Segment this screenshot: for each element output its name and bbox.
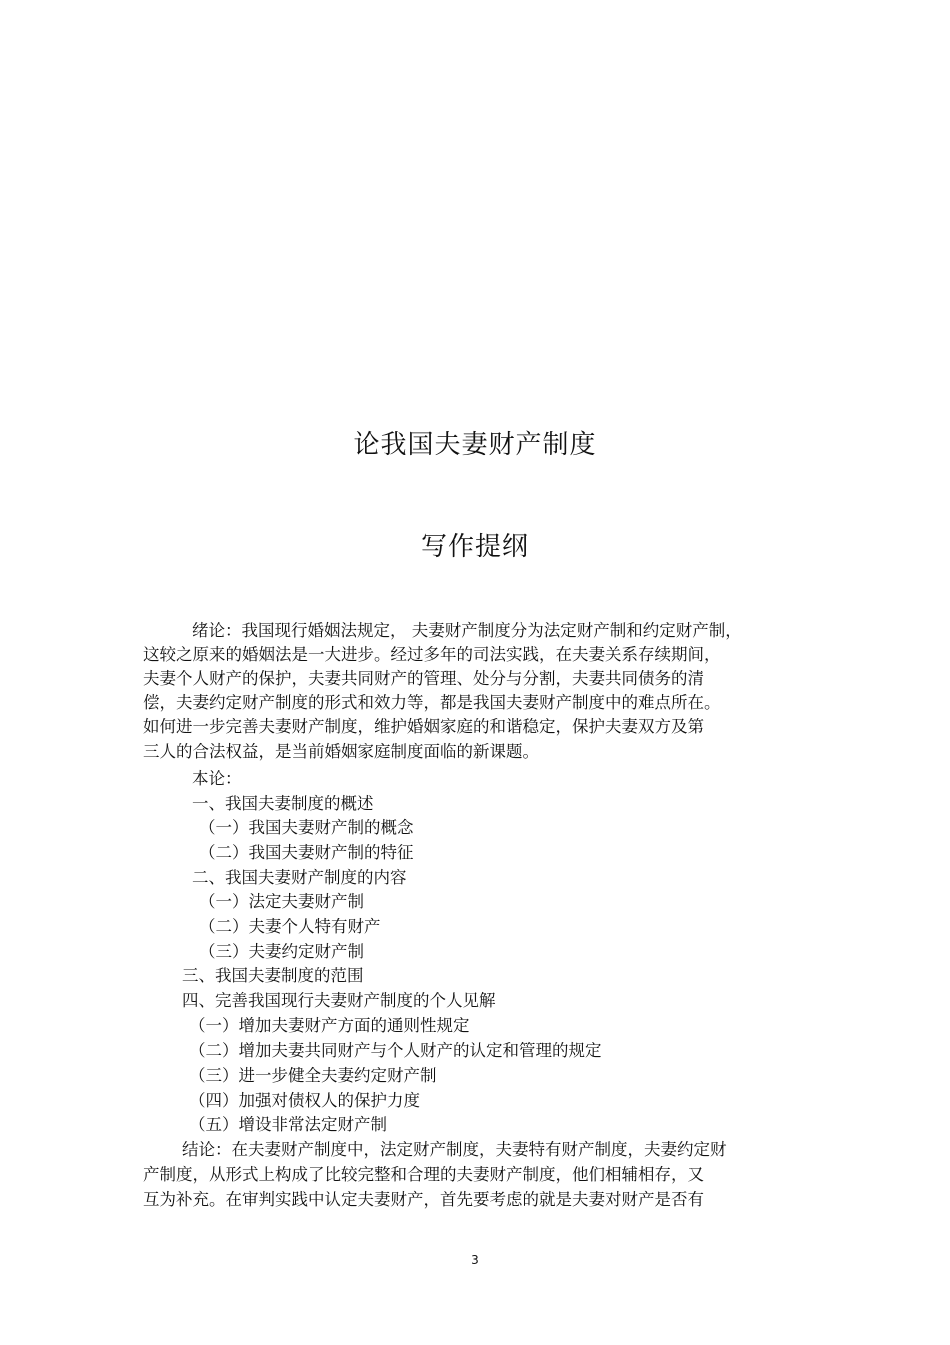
- document-subtitle: 写作提纲: [420, 532, 529, 562]
- outline-heading: 二、我国夫妻财产制度的内容: [192, 868, 407, 887]
- conclusion-line: 产制度，从形式上构成了比较完整和合理的夫妻财产制度，他们相辅相存，又: [143, 1165, 704, 1184]
- outline-subitem: （一）我国夫妻财产制的概念: [199, 818, 414, 837]
- page-number: 3: [471, 1253, 479, 1267]
- intro-line: 三人的合法权益，是当前婚姻家庭制度面临的新课题。: [143, 742, 539, 761]
- outline-subitem: （二）我国夫妻财产制的特征: [199, 843, 414, 862]
- intro-line: 夫妻个人财产的保护，夫妻共同财产的管理、处分与分割，夫妻共同债务的清: [143, 669, 704, 688]
- outline-subitem: （四）加强对债权人的保护力度: [189, 1091, 420, 1110]
- intro-line: 绪论：我国现行婚姻法规定， 夫妻财产制度分为法定财产制和约定财产制，: [192, 621, 742, 640]
- document-title: 论我国夫妻财产制度: [353, 430, 597, 460]
- outline-subitem: （三）进一步健全夫妻约定财产制: [189, 1066, 437, 1085]
- intro-line: 如何进一步完善夫妻财产制度，维护婚姻家庭的和谐稳定，保护夫妻双方及第: [143, 717, 704, 736]
- outline-subitem: （二）夫妻个人特有财产: [199, 917, 381, 936]
- outline-heading: 四、完善我国现行夫妻财产制度的个人见解: [182, 991, 496, 1010]
- outline-subitem: （三）夫妻约定财产制: [199, 942, 364, 961]
- conclusion-line: 结论：在夫妻财产制度中，法定财产制度，夫妻特有财产制度，夫妻约定财: [182, 1140, 727, 1159]
- outline-subitem: （五）增设非常法定财产制: [189, 1115, 387, 1134]
- body-label: 本论：: [192, 769, 242, 788]
- intro-line: 偿，夫妻约定财产制度的形式和效力等，都是我国夫妻财产制度中的难点所在。: [143, 693, 721, 712]
- outline-subitem: （二）增加夫妻共同财产与个人财产的认定和管理的规定: [189, 1041, 602, 1060]
- outline-heading: 三、我国夫妻制度的范围: [182, 966, 364, 985]
- conclusion-line: 互为补充。在审判实践中认定夫妻财产，首先要考虑的就是夫妻对财产是否有: [143, 1190, 704, 1209]
- intro-line: 这较之原来的婚姻法是一大进步。经过多年的司法实践，在夫妻关系存续期间，: [143, 645, 721, 664]
- outline-subitem: （一）增加夫妻财产方面的通则性规定: [189, 1016, 470, 1035]
- outline-heading: 一、我国夫妻制度的概述: [192, 794, 374, 813]
- outline-subitem: （一）法定夫妻财产制: [199, 892, 364, 911]
